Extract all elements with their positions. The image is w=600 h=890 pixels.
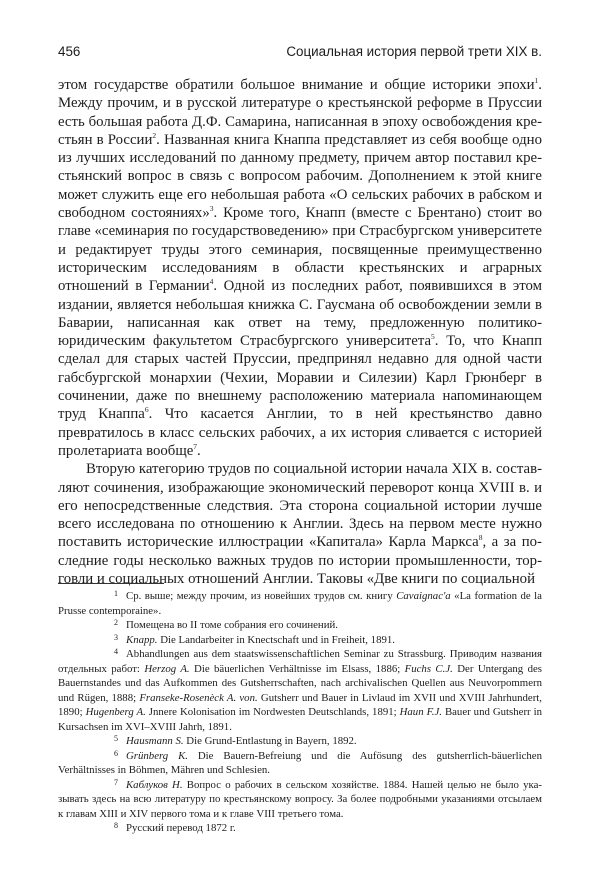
paragraph-2 xyxy=(58,460,542,588)
text-run: . Одной из последних работ, появившихся в этом издании, является небольшая книжка С. Гаусмана об освобождении земли в Баварии, написанная как ответ на тему, предложенную политико-юридическим факультетом Страсбургского университета xyxy=(58,278,542,350)
footnote-ref: 1 xyxy=(534,76,539,85)
text-run: , а за последние годы несколько важных трудов по истории промышленности, торговли и социальных отношений Англии. Таковы «Две книги по социальной xyxy=(58,534,542,588)
footnote-text: Ср. выше; между прочим, из новейших трудов см. книгу xyxy=(126,590,397,602)
footnote-text: Gutsherr und Bauer in Livlaud im XVII und XVIII Jahrhundert, 1890; xyxy=(58,691,542,718)
running-title: Социальная история первой трети XIX в. xyxy=(286,44,542,59)
footnote-3: 3 Knapp. Die Landarbeiter in Knectschaft und in Freiheit, 1891. xyxy=(114,632,395,646)
footnote-author: Haun F.J. xyxy=(399,706,442,718)
footnote-list xyxy=(58,589,542,836)
text-run: . Между прочим, и в русской литературе о крестьянской реформе в Пруссии есть большая работа Д.Ф. Самарина, написанная в эпоху освобождения крестьян в России xyxy=(58,77,542,148)
footnote-6: 6 Grünberg K. Die Bauern-Befreiung und die Aufösung des gutsherrlich-bäuerlichen Verhältnisses in Böhmen, Mähren und Schlesien. xyxy=(58,748,542,776)
footnote-5: 5 Hausmann S. Die Grund-Entlastung in Bayern, 1892. xyxy=(114,734,357,747)
text-run: . Что касается Англии, то в ней крестьянство давно превратилось в класс сельских рабочих, а их история сливается с историей пролетариата вообще xyxy=(58,406,542,459)
paragraph-1 xyxy=(58,76,542,460)
footnote-author: Franseke-Rosenèck A. von. xyxy=(139,691,258,704)
footnote-text: Jnnere Kolonisation im Nordwesten Deutschlands, 1891; xyxy=(145,706,400,718)
footnote-4: 4 Abhandlungen aus dem staatswissenschaftlichen Seminar zu Strassburg. Приводим названия отдельных работ: Herzog A. Die bäuerlichen Verhältnisse im Elsass, 1886; Fuchs C.J. Der Untergang des Bauernstandes und das Aufkommen des Gutsherrschaften, nach archivalischen Quellen aus Neuvorpommern und Rügen, 1888; Franseke-Rosenèck A. von. Gutsherr und Bauer in Livlaud im XVII und XVIII Jahrhundert, 1890; Hugenberg A. Jnnere Kolonisation im Nordwesten Deutschlands, 1891; Haun F.J. Bauer und Gutsherr in Kursachsen im XVI–XVIII Jahrh, 1891. xyxy=(58,647,542,733)
footnote-text: Abhandlungen aus dem staatswissenschaftlichen Seminar zu Strassburg. Приводим названия отдельных работ: xyxy=(58,648,542,675)
footnote-text: Die bäuerlichen Verhältnisse im Elsass, 1886; xyxy=(189,662,405,675)
footnote-ref: 6 xyxy=(144,405,149,415)
footnote-7: 7 Каблуков Н. Вопрос о рабочих в сельском хозяйстве. 1884. Нашей целью не было указывать здесь на всю литературу по крестьянскому вопросу. За более подробными указаниями отсылаем к главам XIII и XIV первого тома и к главе VIII третьего тома. xyxy=(58,777,542,820)
footnote-text: Die Grund-Entlastung in Bayern, 1892. xyxy=(183,735,357,747)
footnote-text: Bauer und Gutsherr in Kursachsen im XVI–XVIII Jahrh, 1891. xyxy=(58,706,542,733)
footnote-8: 8 Русский перевод 1872 г. xyxy=(114,821,236,834)
page-header xyxy=(58,44,542,64)
footnote-author: Каблуков Н. xyxy=(126,778,183,791)
footnote-ref: 7 xyxy=(193,441,198,451)
footnote-text: Die Landarbeiter in Knectschaft und in Freiheit, 1891. xyxy=(157,633,395,646)
footnote-author: Cavaignac'a xyxy=(396,590,451,602)
footnote-text: Помещена во II томе собрания его сочинений. xyxy=(126,619,338,631)
footnote-2: 2 Помещена во II томе собрания его сочинений. xyxy=(114,618,338,631)
footnote-author: Herzog A. xyxy=(144,662,190,675)
footnote-ref: 8 xyxy=(478,533,483,543)
footnote-ref: 5 xyxy=(431,332,435,342)
footnote-divider xyxy=(58,583,164,584)
footnote-author: Hausmann S. xyxy=(126,735,184,747)
footnote-1: 1 Ср. выше; между прочим, из новейших трудов см. книгу Cavaignac'a «La formation de la Prusse contemporaine». xyxy=(58,589,542,617)
footnote-author: Grünberg K. xyxy=(126,749,188,762)
text-run: Вторую категорию трудов по социальной истории начала XIX в. составляют сочинения, изображающие экономический переворот конца XVIII в. и его непосредственные следствия. Эта сторона социальной истории лучше всего исследована по отношению к Англии. Здесь на первом месте нужно поставить исторические иллюстрации «Капитала» Карла Маркса xyxy=(58,461,542,551)
footnote-text: Die Bauern-Befreiung und die Aufösung des gutsherrlich-bäuerlichen Verhältnisses in Böhmen, Mähren und Schlesien. xyxy=(58,749,542,776)
footnote-ref: 2 xyxy=(152,130,157,140)
footnote-author: Hugenberg A. xyxy=(85,706,146,718)
footnote-text: «La formation de la Prusse contemporaine». xyxy=(58,590,542,617)
footnote-text: Вопрос о рабочих в сельском хозяйстве. 1884. Нашей целью не было указывать здесь на всю литературу по крестьянскому вопросу. За более подробными указаниями отсылаем к главам XIII и XIV первого тома и к главе VIII третьего тома. xyxy=(58,778,542,820)
footnote-text: Der Untergang des Bauernstandes und das Aufkommen des Gutsherrschaften, nach archivalischen Quellen aus Neuvorpommern und Rügen, 1888; xyxy=(58,662,542,704)
footnote-text: Русский перевод 1872 г. xyxy=(126,822,236,834)
text-run: . Кроме того, Кнапп (вместе с Брентано) стоит во главе «семинария по государствоведению» при Страсбургском университете и редактирует труды этого семинария, посвященные преимущественно историческим исследованиям в области крестьянских и аграрных отношений в Германии xyxy=(58,205,543,295)
main-text xyxy=(58,76,542,588)
text-run: . xyxy=(197,442,201,459)
text-run: этом государстве обратили большое внимание и общие историки эпохи xyxy=(58,77,535,93)
footnote-author: Fuchs C.J. xyxy=(404,662,453,675)
footnote-ref: 3 xyxy=(209,204,214,214)
page-number: 456 xyxy=(58,44,81,59)
text-run: . Названная книга Кнаппа представляет из себя вообще одно из лучших исследований по данному предмету, причем автор поставил крестьянский вопрос в связь с вопросом рабочим. Дополнением к этой книге может служить еще его небольшая работа «О сельских рабочих в рабском и свободном состояниях» xyxy=(58,131,542,222)
footnote-ref: 4 xyxy=(209,277,214,287)
footnotes xyxy=(58,583,542,836)
text-run: . То, что Кнапп сделал для старых частей Пруссии, предпринял недавно для одной части габсбургской монархии (Чехии, Моравии и Силезии) Карл Грюнберг в сочинении, даже по внешнему расположению материала напоминающем труд Кнаппа xyxy=(58,333,542,423)
footnote-author: Knapp. xyxy=(126,633,158,646)
